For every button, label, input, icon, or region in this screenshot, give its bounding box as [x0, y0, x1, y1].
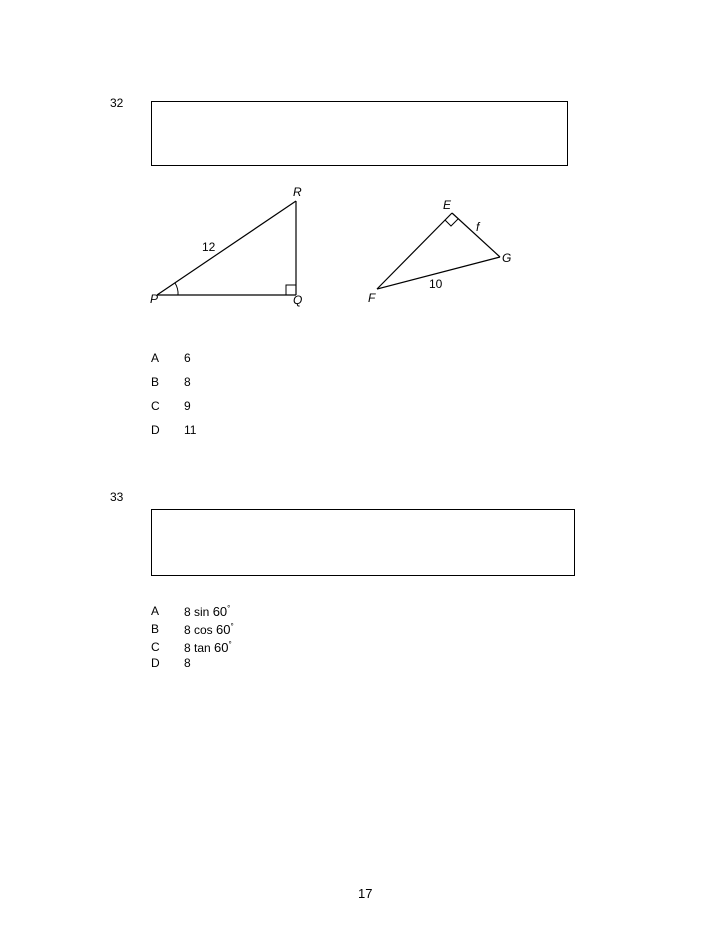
q33-option-b-value [184, 622, 234, 637]
triangle-efg [368, 198, 511, 305]
vertex-label-e: E [443, 198, 452, 212]
q33-option-d-expression: 8 [184, 656, 191, 670]
q32-option-a-letter: A [151, 351, 160, 365]
vertex-label-p: P [150, 292, 159, 306]
q33-option-d-value [184, 656, 191, 670]
q32-option-b-value: 8 [184, 375, 191, 389]
vertex-label-f: F [368, 291, 376, 305]
q33-option-d-letter: D [151, 656, 160, 670]
q32-option-a-value: 6 [184, 351, 191, 365]
q33-option-b-angle: 60 [216, 622, 231, 637]
q33-option-b-letter: B [151, 622, 160, 636]
q33-option-c-expression: 8 tan [184, 641, 211, 655]
vertex-label-q: Q [293, 293, 303, 307]
right-angle-marker-e [445, 219, 458, 226]
q33-option-c-degree: ° [228, 640, 232, 649]
q32-option-c-letter: C [151, 399, 160, 413]
q32-option-b-letter: B [151, 375, 160, 389]
vertex-label-r: R [293, 185, 302, 199]
q33-option-b-degree: ° [230, 622, 234, 631]
side-label-fg: 10 [429, 277, 443, 291]
q32-option-c-value: 9 [184, 399, 191, 413]
triangle-pqr [150, 185, 302, 307]
q32-option-d-value: 11 [184, 423, 197, 437]
q33-option-c-value [184, 640, 232, 655]
angle-arc-p [175, 283, 178, 295]
vertex-label-g: G [502, 251, 512, 265]
q33-option-a-expression: 8 sin [184, 605, 210, 619]
q33-option-c-angle: 60 [214, 640, 229, 655]
question-33-number: 33 [110, 490, 124, 504]
q33-option-c-letter: C [151, 640, 160, 654]
q33-option-a-value [184, 604, 230, 619]
question-33-text-box [151, 509, 575, 576]
side-label-pr: 12 [202, 240, 216, 254]
question-32-number: 32 [110, 96, 124, 110]
q33-option-a-letter: A [151, 604, 160, 618]
side-label-eg: f [476, 220, 480, 234]
page-number: 17 [358, 886, 373, 901]
q33-option-b-expression: 8 cos [184, 623, 213, 637]
side-pr [157, 201, 296, 295]
q32-option-d-letter: D [151, 423, 160, 437]
q33-option-a-angle: 60 [212, 604, 228, 619]
q33-option-a-degree: ° [227, 604, 231, 613]
